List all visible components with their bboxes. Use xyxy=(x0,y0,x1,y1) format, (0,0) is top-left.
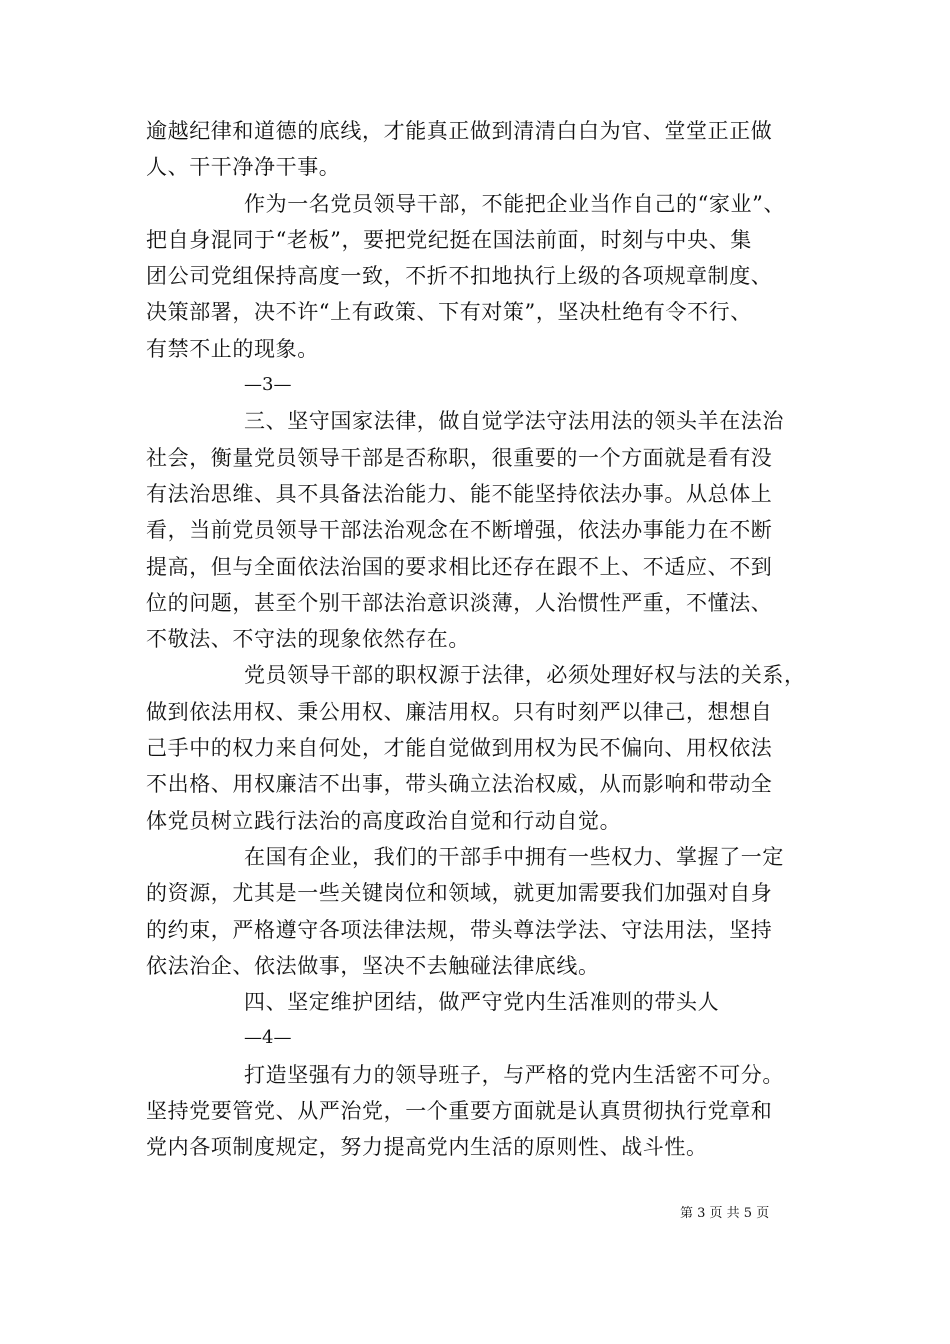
page-number-text: —4— xyxy=(244,1027,292,1049)
text-line: 党员领导干部的职权源于法律，必须处理好权与法的关系， xyxy=(244,663,806,688)
page-number-text: —3— xyxy=(244,374,292,396)
text-line: 看，当前党员领导干部法治观念在不断增强，依法办事能力在不断 xyxy=(146,518,773,543)
text-line: 党内各项制度规定，努力提高党内生活的原则性、战斗性。 xyxy=(146,1135,708,1160)
page-number-marker xyxy=(146,1020,816,1056)
paragraph xyxy=(146,839,816,984)
paragraph xyxy=(146,403,816,657)
text-line: 不敬法、不守法的现象依然存在。 xyxy=(146,627,470,652)
paragraph xyxy=(146,657,816,838)
text-line: 位的问题，甚至个别干部法治意识淡薄，人治惯性严重，不懂法、 xyxy=(146,590,773,615)
text-line: 人、干干净净干事。 xyxy=(146,155,341,180)
text-line: 四、坚定维护团结，做严守党内生活准则的带头人 xyxy=(244,990,720,1015)
text-line: 坚持党要管党、从严治党，一个重要方面就是认真贯彻执行党章和 xyxy=(146,1099,773,1124)
text-line: 不出格、用权廉洁不出事，带头确立法治权威，从而影响和带动全 xyxy=(146,772,773,797)
text-line: 有禁不止的现象。 xyxy=(146,336,319,361)
text-line: 作为一名党员领导干部，不能把企业当作自己的“家业”、 xyxy=(244,191,786,216)
text-line: 逾越纪律和道德的底线，才能真正做到清清白白为官、堂堂正正做 xyxy=(146,119,773,143)
text-line: 依法治企、依法做事，坚决不去触碰法律底线。 xyxy=(146,953,600,978)
text-line: 团公司党组保持高度一致，不折不扣地执行上级的各项规章制度、 xyxy=(146,264,773,289)
page-footer: 第 3 页 共 5 页 xyxy=(680,1206,770,1221)
page-number-marker xyxy=(146,367,816,403)
paragraph xyxy=(146,113,816,186)
text-line: 把自身混同于“老板”，要把党纪挺在国法前面，时刻与中央、集 xyxy=(146,227,752,252)
text-line: 的约束，严格遵守各项法律法规，带头尊法学法、守法用法，坚持 xyxy=(146,917,773,942)
text-line: 提高，但与全面依法治国的要求相比还存在跟不上、不适应、不到 xyxy=(146,554,773,579)
text-line: 打造坚强有力的领导班子，与严格的党内生活密不可分。 xyxy=(244,1062,784,1087)
paragraph xyxy=(146,1057,816,1166)
text-line: 社会，衡量党员领导干部是否称职，很重要的一个方面就是看有没 xyxy=(146,445,773,470)
text-line: 做到依法用权、秉公用权、廉洁用权。只有时刻严以律己，想想自 xyxy=(146,699,773,724)
text-line: 体党员树立践行法治的高度政治自觉和行动自觉。 xyxy=(146,808,622,833)
paragraph xyxy=(146,186,816,367)
text-line: 己手中的权力来自何处，才能自觉做到用权为民不偏向、用权依法 xyxy=(146,736,773,761)
text-line: 在国有企业，我们的干部手中拥有一些权力、掌握了一定 xyxy=(244,844,784,869)
text-line: 三、坚守国家法律，做自觉学法守法用法的领头羊在法治 xyxy=(244,409,784,434)
paragraph xyxy=(146,984,816,1020)
text-line: 决策部署，决不许“上有政策、下有对策”，坚决杜绝有令不行、 xyxy=(146,300,752,325)
text-line: 有法治思维、具不具备法治能力、能不能坚持依法办事。从总体上 xyxy=(146,481,773,506)
document-body xyxy=(146,113,816,1166)
text-line: 的资源，尤其是一些关键岗位和领域，就更加需要我们加强对自身 xyxy=(146,881,773,906)
